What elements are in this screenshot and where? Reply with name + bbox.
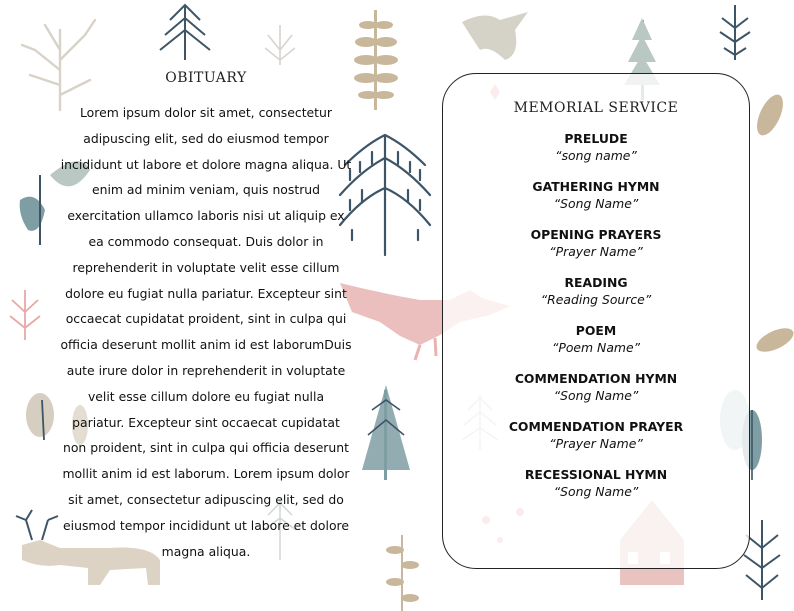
bird-icon <box>462 12 528 60</box>
memorial-service-panel <box>442 73 750 569</box>
teal-tree-icon <box>362 385 410 480</box>
service-item-commendation-hymn <box>443 370 749 404</box>
pink-branch-icon <box>10 290 40 340</box>
outline-tree-icon <box>160 5 210 60</box>
service-item-opening-prayers <box>443 226 749 260</box>
service-item-recessional-hymn <box>443 466 749 500</box>
service-item-label: COMMENDATION HYMN <box>514 371 678 386</box>
service-item-label: GATHERING HYMN <box>532 179 660 194</box>
fern-icon <box>354 10 398 110</box>
memorial-service-title: MEMORIAL SERVICE <box>513 100 679 116</box>
service-item-value: “Prayer Name” <box>549 244 643 259</box>
service-item-label: COMMENDATION PRAYER <box>508 419 684 434</box>
service-item-poem <box>443 322 749 356</box>
small-tree-icon <box>265 25 295 65</box>
leaves-icon <box>752 91 794 357</box>
service-item-label: POEM <box>575 323 617 338</box>
service-item-value: “Song Name” <box>553 484 639 499</box>
service-item-prelude <box>443 130 749 164</box>
service-item-gathering-hymn <box>443 178 749 212</box>
service-item-value: “Song Name” <box>553 196 639 211</box>
service-item-value: “Song Name” <box>553 388 639 403</box>
obituary-section <box>60 70 352 564</box>
service-item-value: “song name” <box>555 148 637 163</box>
service-item-value: “Poem Name” <box>551 340 641 355</box>
obituary-body: Lorem ipsum dolor sit amet, consectetur adipuscing elit, sed do eiusmod tempor incididunt ut labore et dolore magna aliqua. Ut enim ad minim veniam, quis nostrud exercitation ullamco laboris nisi ut aliquip ex ea commodo consequat. Duis dolor in reprehenderit in voluptate velit esse cillum dolore eu fugiat nulla pariatur. Excepteur sint occaecat cupidatat proident, sint in culpa qui officia deserunt mollit anim id est laborumDuis aute irure dolor in reprehenderit in voluptate velit esse cillum dolore eu fugiat nulla pariatur. Excepteur sint occaecat cupidatat non proident, sint in culpa qui officia deserunt mollit anim id est laborum. Lorem ipsum dolor sit amet, consectetur adipuscing elit, sed do eiusmod tempor incididunt ut labore et dolore magna aliqua. <box>60 105 352 559</box>
service-item-label: READING <box>564 275 628 290</box>
service-item-commendation-prayer <box>443 418 749 452</box>
service-item-value: “Reading Source” <box>540 292 652 307</box>
service-item-value: “Prayer Name” <box>549 436 643 451</box>
bottom-plant-icon <box>386 535 419 611</box>
service-item-label: OPENING PRAYERS <box>530 227 662 242</box>
service-item-label: PRELUDE <box>564 131 628 146</box>
navy-tree-icon <box>340 135 430 255</box>
service-item-reading <box>443 274 749 308</box>
obituary-title: OBITUARY <box>165 70 247 86</box>
branch-icon <box>720 5 750 60</box>
service-item-label: RECESSIONAL HYMN <box>524 467 668 482</box>
